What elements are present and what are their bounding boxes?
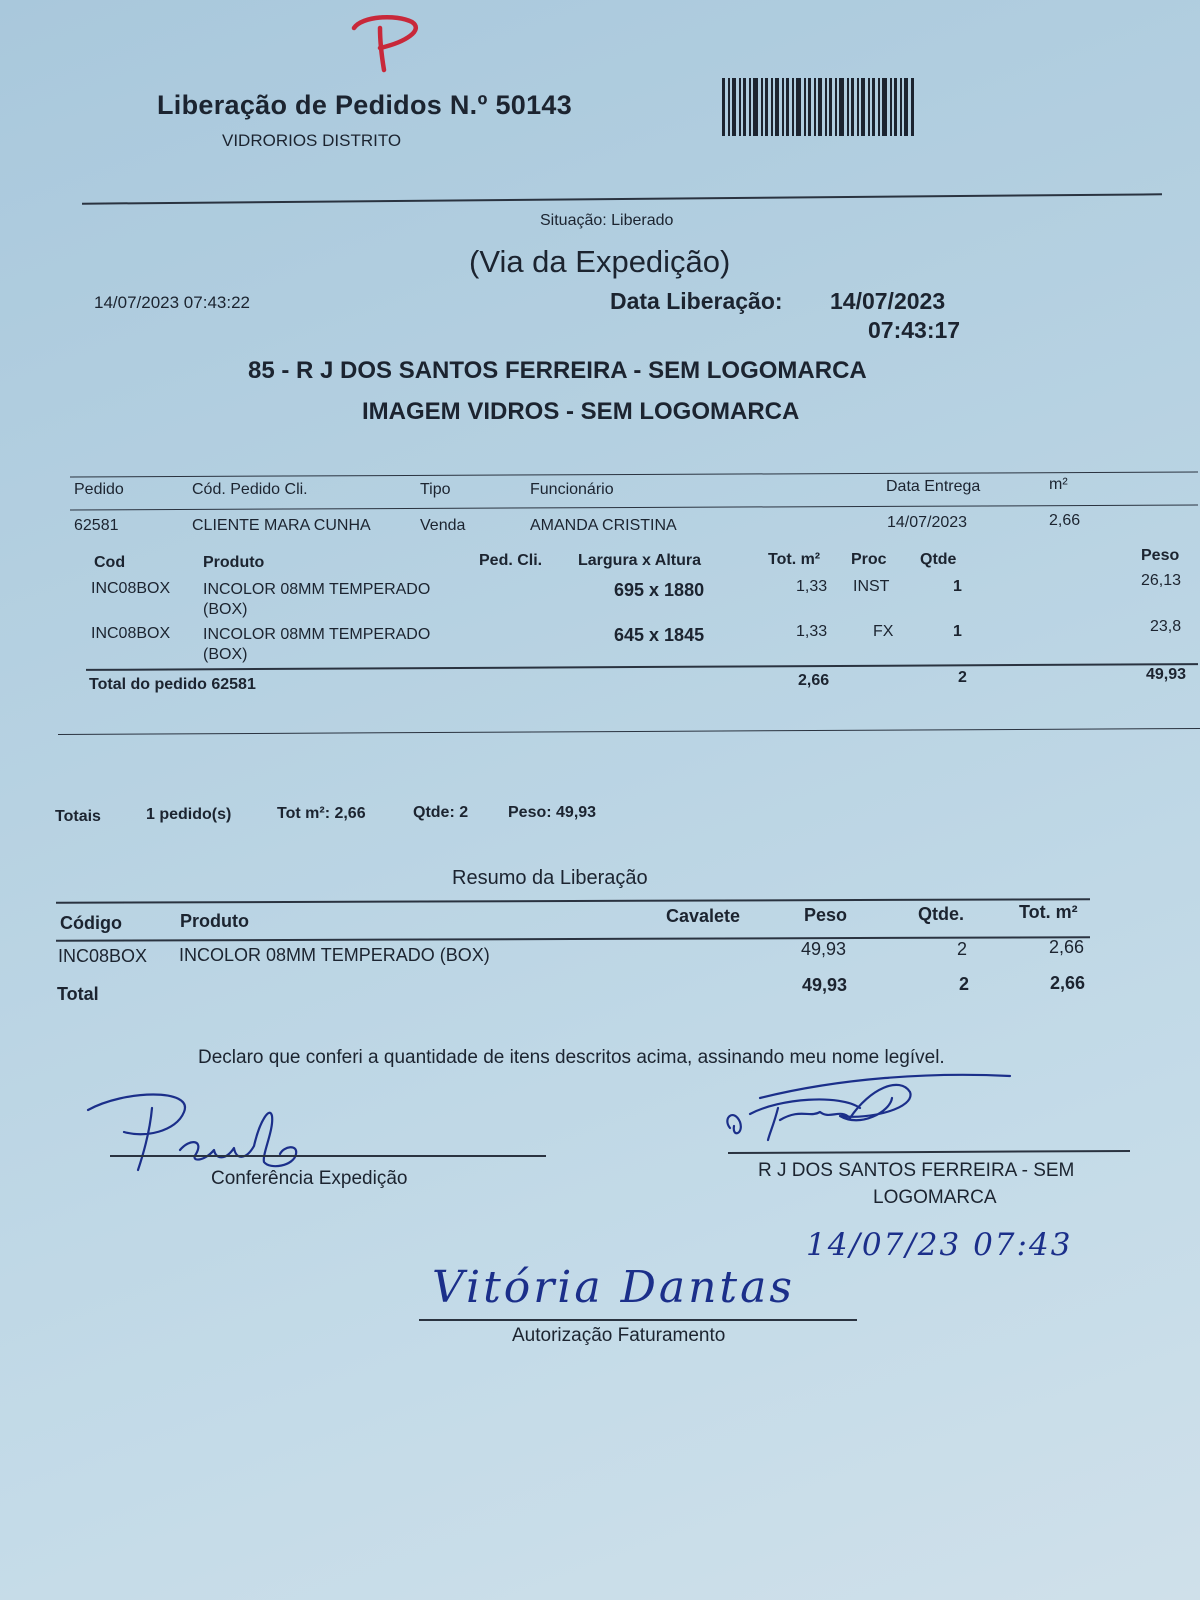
order-data-entrega: 14/07/2023 (887, 514, 968, 531)
item-2-qtde: 1 (953, 623, 962, 640)
summary-col-produto: Produto (180, 911, 249, 931)
autorizacao-line (419, 1319, 857, 1321)
handwritten-datetime: 14/07/23 07:43 (806, 1227, 1073, 1263)
summary-col-codigo: Código (60, 913, 122, 933)
item-col-peso: Peso (1141, 547, 1180, 564)
conferencia-signature (84, 1080, 384, 1175)
col-funcionario: Funcionário (530, 481, 614, 498)
item-2-peso: 23,8 (1150, 618, 1182, 635)
summary-row-codigo: INC08BOX (58, 946, 148, 966)
summary-total-label: Total (57, 984, 99, 1004)
summary-total-qtde: 2 (959, 974, 970, 994)
order-tipo: Venda (420, 517, 466, 534)
col-data-entrega: Data Entrega (886, 478, 981, 495)
col-pedido: Pedido (74, 481, 124, 498)
document-title: Liberação de Pedidos N.º 50143 (157, 90, 573, 120)
order-total-m2: 2,66 (798, 672, 830, 689)
item-col-qtde: Qtde (920, 551, 957, 568)
order-total-peso: 49,93 (1146, 666, 1187, 683)
handwritten-p-mark (340, 8, 430, 78)
order-total-qtde: 2 (958, 669, 967, 686)
col-cod-pedido-cli: Cód. Pedido Cli. (192, 481, 308, 498)
summary-row-peso: 49,93 (801, 939, 847, 959)
release-time: 07:43:17 (868, 317, 961, 343)
item-col-cod: Cod (94, 554, 126, 571)
order-header-rule (70, 505, 1198, 511)
item-col-proc: Proc (851, 551, 887, 568)
item-1-dims: 695 x 1880 (614, 580, 705, 600)
summary-top-rule (56, 898, 1090, 904)
item-2-tot-m2: 1,33 (796, 623, 828, 640)
order-table-top-rule (70, 472, 1198, 478)
order-section-end-rule (58, 728, 1200, 735)
col-m2: m² (1049, 476, 1068, 493)
release-date: 14/07/2023 (830, 288, 946, 314)
summary-row-produto: INCOLOR 08MM TEMPERADO (BOX) (179, 945, 490, 965)
item-col-produto: Produto (203, 554, 265, 571)
item-2-cod: INC08BOX (91, 625, 171, 642)
autorizacao-label: Autorização Faturamento (512, 1325, 726, 1346)
summary-total-tot-m2: 2,66 (1050, 973, 1086, 993)
col-tipo: Tipo (420, 481, 451, 498)
summary-col-peso: Peso (804, 905, 848, 925)
totals-qtde: Qtde: 2 (413, 804, 469, 821)
totals-label: Totais (55, 808, 101, 825)
item-1-proc: INST (853, 578, 890, 595)
item-2-proc: FX (873, 623, 894, 640)
handwritten-name: Vitória Dantas (432, 1262, 795, 1313)
item-col-tot-m2: Tot. m² (768, 551, 821, 568)
totals-pedidos: 1 pedido(s) (146, 806, 232, 823)
item-1-peso: 26,13 (1141, 572, 1182, 589)
barcode (722, 78, 914, 136)
totals-tot-m2: Tot m²: 2,66 (277, 805, 366, 822)
copy-type: (Via da Expedição) (469, 244, 731, 279)
summary-header-rule (56, 936, 1090, 942)
summary-total-peso: 49,93 (802, 975, 848, 995)
item-2-produto: INCOLOR 08MM TEMPERADO (BOX) (203, 626, 431, 663)
header-divider (82, 193, 1162, 204)
client-name: 85 - R J DOS SANTOS FERREIRA - SEM LOGOMARCA (248, 357, 867, 384)
release-label: Data Liberação: (610, 288, 783, 314)
order-cod-pedido-cli: CLIENTE MARA CUNHA (192, 517, 371, 534)
declaration-text: Declaro que conferi a quantidade de itens descritos acima, assinando meu nome legível. (198, 1047, 945, 1068)
client-trade-name: IMAGEM VIDROS - SEM LOGOMARCA (362, 398, 800, 425)
status-label: Situação: Liberado (540, 212, 674, 229)
summary-col-cavalete: Cavalete (666, 906, 741, 926)
summary-title: Resumo da Liberação (452, 867, 648, 889)
conferencia-line (110, 1155, 546, 1157)
conferencia-label: Conferência Expedição (211, 1168, 408, 1189)
totals-peso: Peso: 49,93 (508, 804, 597, 821)
summary-row-tot-m2: 2,66 (1049, 937, 1085, 957)
item-2-dims: 645 x 1845 (614, 625, 705, 645)
company-name: VIDRORIOS DISTRITO (222, 131, 402, 150)
summary-row-qtde: 2 (957, 939, 968, 959)
summary-col-qtde: Qtde. (918, 904, 965, 924)
order-funcionario: AMANDA CRISTINA (530, 517, 677, 534)
summary-col-tot-m2: Tot. m² (1019, 902, 1078, 922)
order-pedido: 62581 (74, 517, 119, 534)
client-label-line2: LOGOMARCA (873, 1187, 997, 1208)
item-1-qtde: 1 (953, 578, 962, 595)
client-label-line1: R J DOS SANTOS FERREIRA - SEM (758, 1160, 1075, 1181)
item-1-tot-m2: 1,33 (796, 578, 828, 595)
item-col-largura-altura: Largura x Altura (578, 552, 701, 569)
item-1-produto: INCOLOR 08MM TEMPERADO (BOX) (203, 581, 431, 618)
order-total-label: Total do pedido 62581 (89, 676, 256, 693)
client-signature (720, 1068, 1020, 1158)
order-m2: 2,66 (1049, 512, 1081, 529)
printed-timestamp: 14/07/2023 07:43:22 (94, 293, 250, 312)
item-col-ped-cli: Ped. Cli. (479, 552, 543, 569)
item-1-cod: INC08BOX (91, 580, 171, 597)
